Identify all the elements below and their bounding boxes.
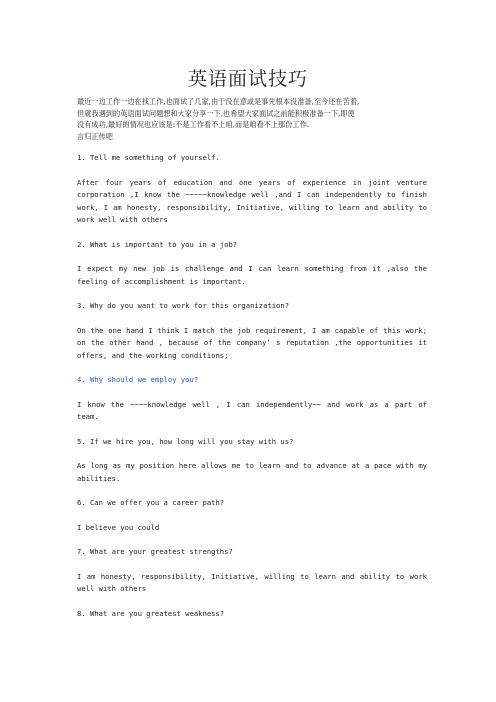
- qa-item: [77, 608, 427, 621]
- answer: After four years of education and one years of experience in joint venture corporation ,I know the ~~~~~knowledge well ,and I can independently to finish work, I am honesty, responsibility, Initiative, willing to learn and ability to work well with others: [77, 177, 427, 224]
- intro-line: 最近一边工作一边在找工作,也面试了几家,由于没在意或是事先根本没准备,至今还在苦着,: [77, 97, 360, 106]
- qa-item: [77, 436, 427, 486]
- qa-item: [77, 497, 427, 534]
- intro-line: 但就我遇到的英语面试问题想和大家分享一下,也希望大家面试之前能积极准备一下,即使: [77, 108, 355, 118]
- question: 7. What are your greatest strengths?: [77, 547, 233, 556]
- answer: I believe you could: [77, 522, 160, 532]
- question: 1. Tell me something of yourself.: [77, 153, 220, 162]
- question: 6. Can we offer you a career path?: [77, 498, 225, 507]
- qa-item: [77, 152, 427, 227]
- question: 3. Why do you want to work for this organization?: [77, 301, 290, 310]
- qa-section: [77, 152, 427, 632]
- intro-line: 没有成功,最好的情况也应该是:不是工作看不上咱,而是咱看不上那份工作.: [77, 120, 310, 129]
- answer: As long as my position here allows me to learn and to advance at a pace with my abilities.: [77, 461, 427, 483]
- answer: I know the ~~~~knowledge well , I can independently~~ and work as a part of team.: [77, 399, 427, 421]
- document-title: 英语面试技巧: [187, 68, 308, 90]
- qa-item: [77, 546, 427, 596]
- question: 4. Why should we employ you?: [77, 375, 199, 384]
- intro-line: 言归正传吧: [77, 131, 113, 141]
- question: 5. If we hire you, how long will you stay with us?: [77, 436, 294, 446]
- qa-item: [77, 239, 427, 289]
- qa-item: [77, 374, 427, 424]
- answer: On the one hand I think I match the job requirement, I am capable of this work; on the other hand , because of the company’ s reputation ,the opportunities it offers, and the working conditions;: [77, 325, 427, 360]
- question: 8. What are you greatest weakness?: [77, 608, 225, 618]
- answer: I am honesty, responsibility, Initiative, willing to learn and ability to work well with others: [77, 571, 427, 593]
- intro-paragraph: [77, 96, 447, 142]
- question: 2. What is important to you in a job?: [77, 239, 238, 249]
- qa-item: [77, 300, 427, 362]
- answer: I expect my new job is challenge and I can learn something from it ,also the feeling of accomplishment is important.: [77, 264, 427, 286]
